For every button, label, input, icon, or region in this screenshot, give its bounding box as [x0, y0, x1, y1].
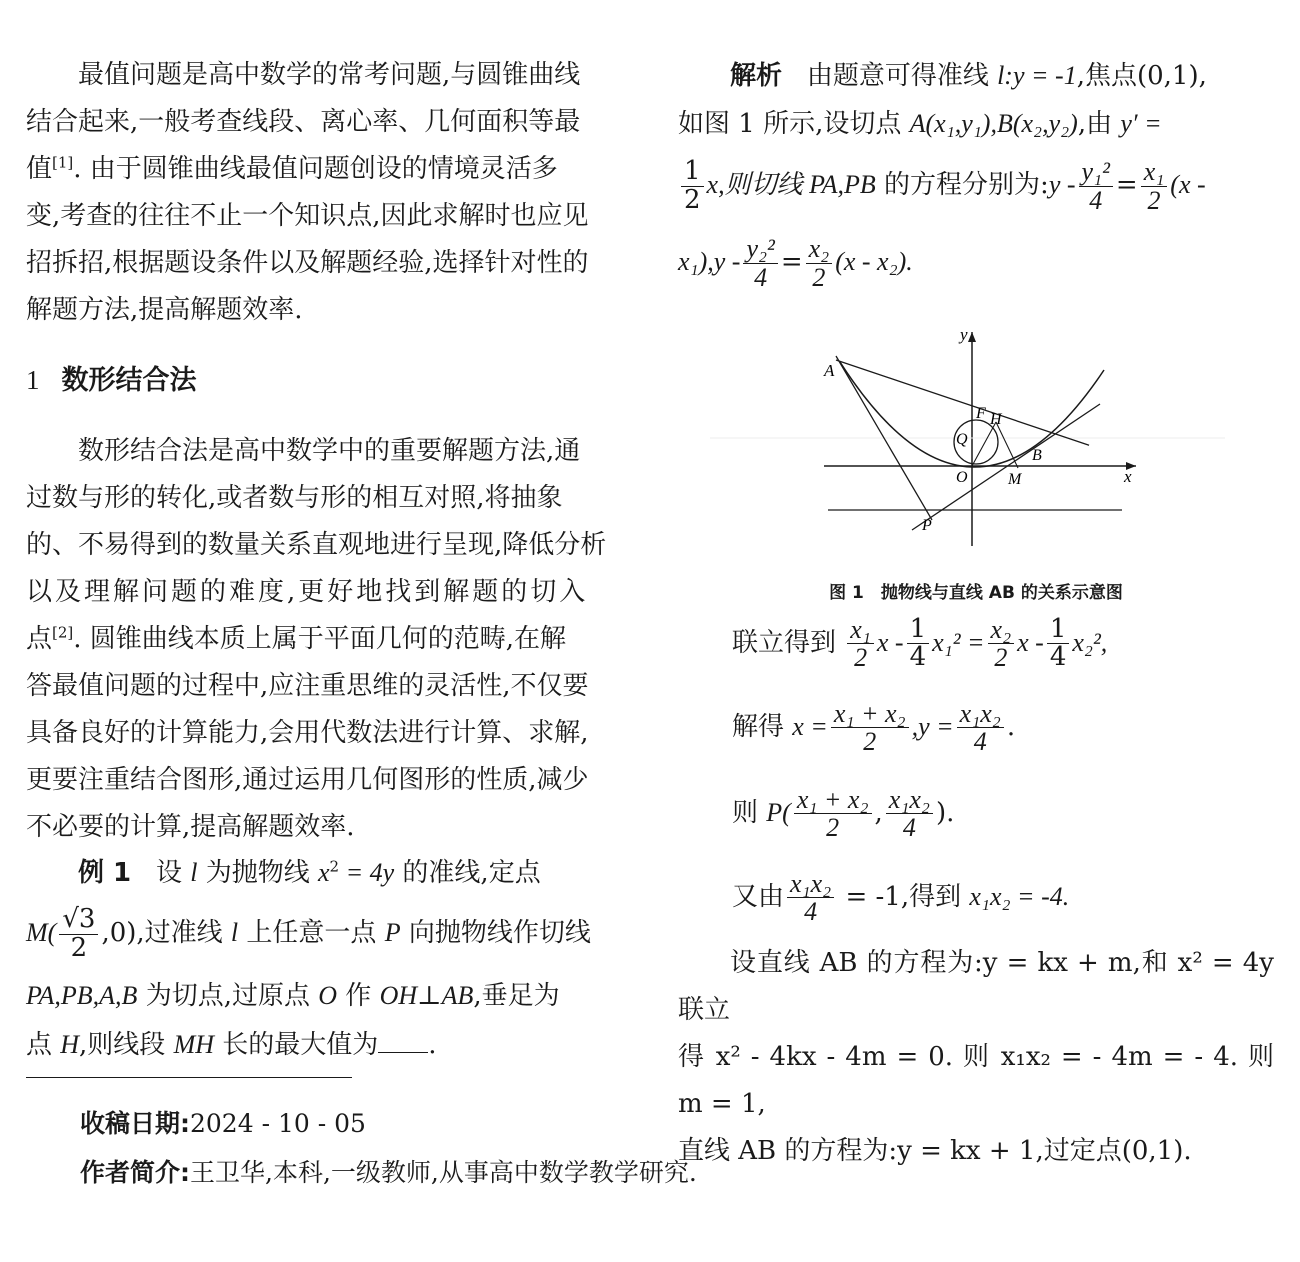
- example-text: 上任意一点: [238, 918, 385, 948]
- example-text: 为抛物线: [197, 858, 318, 888]
- analysis-math: x₁),y -: [678, 247, 741, 276]
- denominator: 2: [70, 932, 88, 963]
- example-line-1: [26, 850, 624, 896]
- denominator: 4: [1089, 185, 1103, 215]
- math: x₁x₂ = -4.: [969, 881, 1070, 911]
- denominator: 4: [973, 727, 987, 757]
- intro-line-5: 招拆招,根据题设条件以及解题经验,选择针对性的: [26, 248, 589, 278]
- numerator: x₁x₂: [886, 786, 933, 814]
- date-value: 2024 - 10 - 05: [190, 1109, 366, 1138]
- label-m: M: [1008, 471, 1022, 488]
- math: x -: [876, 627, 904, 657]
- left-column: [26, 52, 624, 334]
- y-axis-arrow: [968, 332, 976, 342]
- solve-line: 得 x² - 4kx - 4m = 0. 则 x₁x₂ = - 4m = - 4. 则 m = 1,: [678, 1042, 1274, 1119]
- example-text: 长的最大值为: [214, 1030, 379, 1060]
- analysis-math: PA,PB: [809, 170, 876, 199]
- numerator: √3: [59, 906, 98, 934]
- solve-line: 直线 AB 的方程为:y = kx + 1,过定点(0,1).: [678, 1136, 1192, 1166]
- fraction-sqrt3-over-2: [59, 906, 98, 962]
- analysis-text: 由题意可得准线: [806, 61, 998, 91]
- citation-2: [2]: [52, 623, 74, 642]
- fraction: [1047, 616, 1070, 672]
- fraction: [957, 700, 1004, 756]
- numerator: x₁: [1141, 158, 1168, 186]
- solve-text: 又由: [732, 881, 785, 912]
- segment-oh: [972, 422, 996, 466]
- example-text: 设: [155, 858, 191, 888]
- example-text: 为切点,过原点: [137, 981, 319, 1011]
- denominator: 2: [863, 727, 877, 757]
- var-l: l: [190, 858, 198, 887]
- intro-line-1: 最值问题是高中数学的常考问题,与圆锥曲线: [78, 60, 581, 90]
- analysis-text: 的方程分别为:: [875, 170, 1049, 200]
- denominator: 4: [1049, 642, 1067, 673]
- numerator: y₂²: [743, 235, 777, 263]
- numerator: x₁ + x₂: [831, 700, 909, 728]
- denominator: 2: [1147, 185, 1161, 215]
- para2-line: 答最值问题的过程中,应注重思维的灵活性,不仅要: [26, 671, 589, 701]
- solve-text: 则: [732, 797, 767, 828]
- analysis-line-1: [678, 52, 1274, 100]
- label-a: A: [824, 361, 835, 380]
- fraction: [743, 235, 777, 291]
- solve-para: [678, 940, 1274, 1175]
- numerator: x₂: [806, 235, 833, 263]
- analysis-math: y -: [1048, 170, 1076, 199]
- var-p: P: [384, 918, 401, 947]
- denominator: 4: [909, 642, 927, 673]
- numerator: x₁x₂: [787, 870, 834, 898]
- para2-line: [26, 616, 624, 663]
- segment-mh: MH: [173, 1030, 215, 1059]
- math: x -: [1017, 627, 1044, 657]
- var-h: H: [60, 1030, 80, 1059]
- perpendicular: OH⊥AB: [379, 981, 474, 1010]
- var-o: O: [318, 981, 338, 1010]
- para2-line: 更要注重结合图形,通过运用几何图形的性质,减少: [26, 765, 589, 795]
- example-text: ,则线段: [79, 1030, 174, 1060]
- math: x₁² =: [932, 627, 985, 657]
- eq-product: [732, 870, 1069, 926]
- example-text: ,垂足为: [473, 981, 560, 1011]
- example-label: 例 1: [78, 858, 132, 888]
- example-text: 点: [26, 1030, 61, 1060]
- fraction: [831, 700, 909, 756]
- section-title: 数形结合法: [61, 365, 197, 396]
- denominator: 4: [754, 262, 768, 292]
- analysis-math: (x -: [1170, 170, 1206, 199]
- label-p: P: [922, 517, 932, 534]
- example-text: .: [428, 1030, 437, 1060]
- fraction: [806, 235, 833, 291]
- denominator: 2: [826, 813, 840, 843]
- example-text: 的准线,定点: [394, 858, 541, 888]
- fraction: [1079, 158, 1113, 214]
- label-b: B: [1032, 447, 1042, 464]
- eq-combine: [732, 616, 1107, 672]
- fraction: [886, 786, 933, 842]
- figure-caption: 图 1 抛物线与直线 AB 的关系示意图: [829, 583, 1123, 603]
- solve-line: 设直线 AB 的方程为:y = kx + m,和 x² = 4y 联立: [678, 948, 1274, 1025]
- para2-line: 数形结合法是高中数学中的重要解题方法,通: [78, 436, 581, 466]
- received-date: [80, 1104, 366, 1144]
- intro-line-6: 解题方法,提高解题效率.: [26, 295, 303, 325]
- eq-solve: 解得 x = $\frac{\text{x₁ + x₂}}{2}$ ,y = $\frac{\text{x₁x₂}}{4}$ .: [732, 699, 1016, 757]
- author-value: 王卫华,本科,一级教师,从事高中数学教学研究.: [190, 1158, 697, 1187]
- denominator: 2: [684, 184, 701, 215]
- intro-line-2: 结合起来,一般考查线段、离心率、几何面积等最: [26, 107, 581, 137]
- intro-line-3: [26, 146, 624, 193]
- tangent-points: A(x₁,y₁),B(x₂,y₂): [909, 109, 1078, 138]
- math: x₂²,: [1072, 627, 1108, 657]
- exponent: 2: [329, 857, 340, 876]
- fraction: [988, 616, 1015, 672]
- example-line-4: [26, 1022, 624, 1068]
- para2-line: 过数与形的转化,或者数与形的相互对照,将抽象: [26, 483, 563, 513]
- fraction: [1141, 158, 1168, 214]
- derivative: y′ =: [1120, 109, 1162, 138]
- numerator: x₁ + x₂: [794, 786, 872, 814]
- analysis-text: ,由: [1077, 109, 1121, 139]
- answer-blank: [378, 1030, 428, 1053]
- analysis-text: ,焦点(0,1),: [1076, 61, 1207, 91]
- denominator: 2: [812, 262, 826, 292]
- analysis-line-3: $\frac{1}{2}$ x,则切线 PA,PB 的方程分别为:y - $\frac{\text{y₁²}}{4}$ = $\frac{\text{x₁}}{2}$ (x -: [678, 148, 1274, 222]
- label-y: y: [960, 325, 968, 344]
- para2-line: 以及理解问题的难度,更好地找到解题的切入: [26, 577, 589, 607]
- section-number: 1: [26, 365, 40, 395]
- analysis: [678, 52, 1274, 302]
- analysis-math: x,则切线: [706, 170, 810, 199]
- solve-text: = -1,得到: [837, 881, 970, 912]
- math: P(: [766, 797, 791, 827]
- intro-line-4: 变,考查的往往不止一个知识点,因此求解时也应见: [26, 201, 589, 231]
- tangent-lines: PA,PB,A,B: [26, 981, 138, 1010]
- solve-text: 联立得到: [732, 627, 837, 658]
- math: x =: [792, 711, 828, 741]
- para2-text: 点: [26, 624, 53, 654]
- directrix: l:y = -1: [997, 61, 1077, 90]
- section-heading: [26, 358, 197, 397]
- fraction: [681, 158, 704, 214]
- date-label: 收稿日期:: [80, 1109, 190, 1138]
- numerator: y₁²: [1079, 158, 1113, 186]
- numerator: 1: [907, 616, 930, 644]
- author-info: [80, 1153, 697, 1193]
- analysis-math: (x - x₂).: [835, 247, 913, 276]
- para2-line: 不必要的计算,提高解题效率.: [26, 812, 355, 842]
- equation: x: [317, 858, 330, 887]
- author-label: 作者简介:: [80, 1158, 190, 1187]
- fraction: [787, 870, 834, 926]
- example-line-2: [26, 896, 624, 970]
- label-q: Q: [956, 431, 968, 448]
- figure-parabola: [700, 318, 1260, 558]
- para2-text: . 圆锥曲线本质上属于平面几何的范畴,在解: [73, 624, 567, 654]
- analysis-line-2: [678, 100, 1274, 148]
- fraction: [847, 616, 874, 672]
- point-m: M(: [26, 918, 57, 947]
- math: ,y =: [911, 711, 954, 741]
- tangent-pb: [912, 404, 1100, 530]
- example-1: [26, 850, 624, 1068]
- footnote-rule: [26, 1077, 352, 1078]
- eq-point-p: 则 P( $\frac{\text{x₁ + x₂}}{2}$ , $\frac{\text{x₁x₂}}{4}$ ).: [732, 785, 955, 843]
- analysis-text: 如图 1 所示,设切点: [678, 109, 910, 139]
- label-f: F: [976, 405, 986, 422]
- para2-line: 具备良好的计算能力,会用代数法进行计算、求解,: [26, 718, 589, 748]
- numerator: x₁x₂: [957, 700, 1004, 728]
- equation: = 4y: [339, 858, 395, 887]
- denominator: 4: [804, 897, 818, 927]
- label-x: x: [1124, 467, 1132, 486]
- example-line-3: [26, 970, 624, 1022]
- example-text: 作: [337, 981, 380, 1011]
- denominator: 2: [854, 643, 868, 673]
- intro-text: 值: [26, 154, 53, 184]
- numerator: 1: [1047, 616, 1070, 644]
- denominator: 2: [994, 643, 1008, 673]
- var-l: l: [230, 918, 239, 947]
- intro-text: . 由于圆锥曲线最值问题创设的情境灵活多: [73, 154, 558, 184]
- label-h: H: [990, 411, 1002, 428]
- example-text: 向抛物线作切线: [400, 918, 591, 948]
- para2: [26, 428, 624, 851]
- fraction: [794, 786, 872, 842]
- analysis-line-4: x₁),y - $\frac{\text{y₂²}}{4}$ = $\frac{\text{x₂}}{2}$ (x - x₂).: [678, 234, 913, 292]
- denominator: 4: [902, 813, 916, 843]
- analysis-label: 解析: [730, 61, 783, 91]
- citation-1: [1]: [52, 153, 74, 172]
- numerator: 1: [681, 158, 704, 186]
- para2-line: 的、不易得到的数量关系直观地进行呈现,降低分析: [26, 530, 607, 560]
- fraction: [907, 616, 930, 672]
- example-text: ,0),过准线: [101, 918, 231, 948]
- numerator: x₂: [988, 616, 1015, 644]
- label-o: O: [956, 469, 968, 486]
- solve-text: 解得: [732, 711, 793, 742]
- numerator: x₁: [847, 616, 874, 644]
